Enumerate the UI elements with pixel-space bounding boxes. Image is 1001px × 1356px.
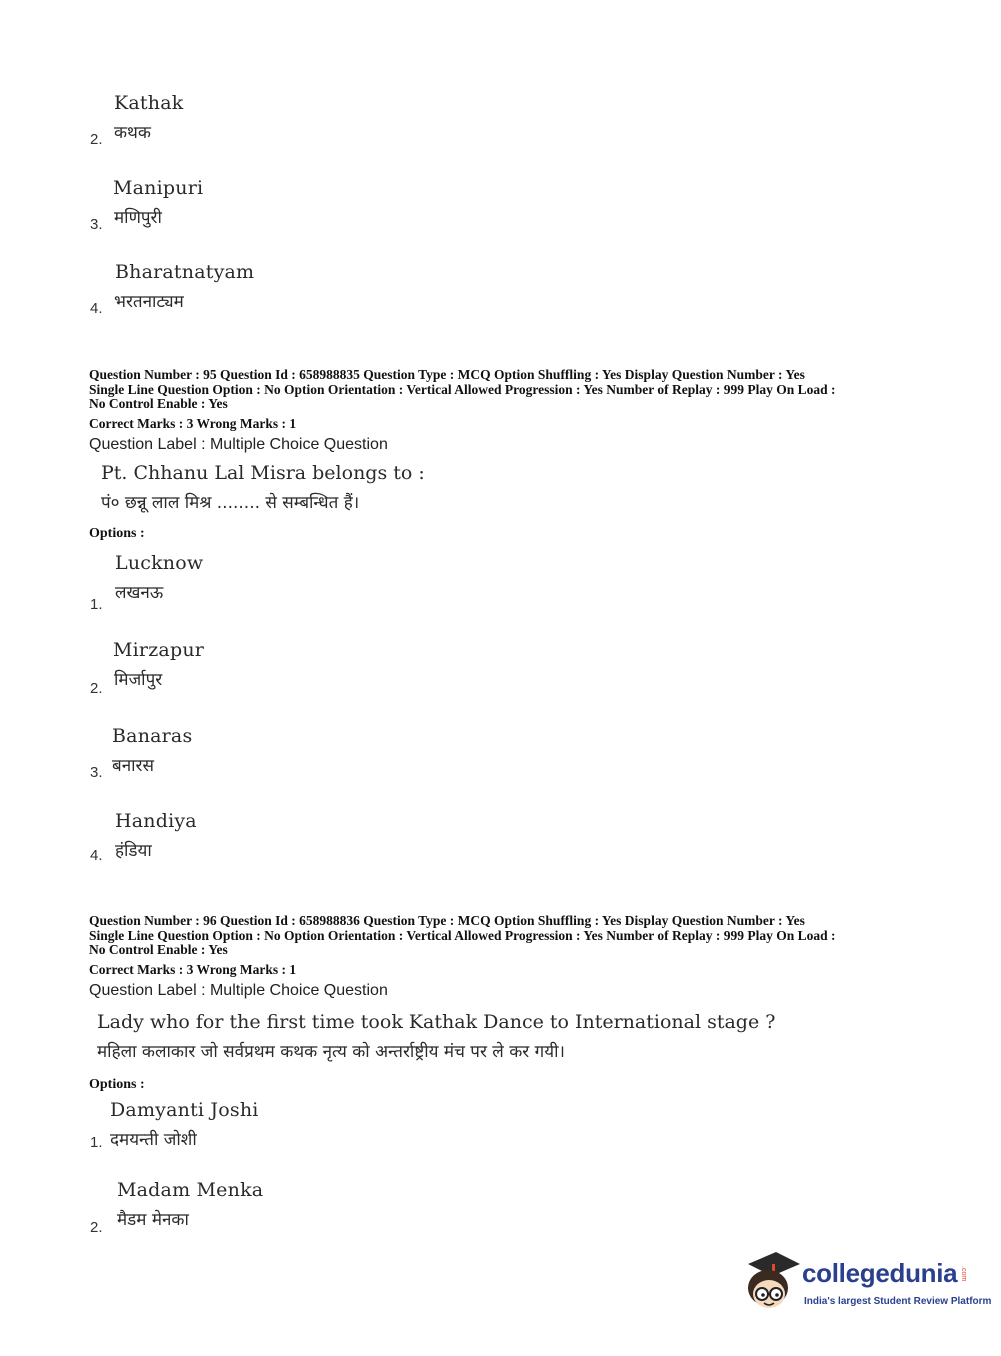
option-text-en: Madam Menka <box>117 1179 264 1201</box>
option-number: 3. <box>90 216 103 233</box>
meta-line-1: Question Number : 96 Question Id : 658988836 Question Type : MCQ Option Shuffling : Yes Display Question Number : Yes <box>89 913 805 928</box>
option-text-en: Kathak <box>114 92 184 114</box>
option-text-hi: बनारस <box>112 756 154 776</box>
logo-domain-suffix: .com <box>960 1266 967 1282</box>
option-number: 3. <box>90 764 103 781</box>
option-text-en: Damyanti Joshi <box>110 1099 259 1121</box>
option-text-hi: भरतनाट्यम <box>114 292 184 312</box>
option-number: 2. <box>90 1219 103 1236</box>
option-text-hi: हंडिया <box>115 841 152 861</box>
option-text-hi: लखनऊ <box>115 583 164 603</box>
option-text-hi: मणिपुरी <box>114 208 162 228</box>
option-text-en: Banaras <box>112 725 193 747</box>
option-text-hi: मिर्जापुर <box>114 670 163 690</box>
option-text-en: Handiya <box>115 810 197 832</box>
meta-line-3: No Control Enable : Yes <box>89 396 228 411</box>
marks-line: Correct Marks : 3 Wrong Marks : 1 <box>89 962 297 977</box>
question-meta <box>89 368 836 412</box>
marks-line: Correct Marks : 3 Wrong Marks : 1 <box>89 416 297 431</box>
option-number: 2. <box>90 680 103 697</box>
meta-line-1: Question Number : 95 Question Id : 658988835 Question Type : MCQ Option Shuffling : Yes Display Question Number : Yes <box>89 367 805 382</box>
option-text-hi: दमयन्ती जोशी <box>110 1130 197 1150</box>
option-number: 4. <box>90 847 103 864</box>
option-number: 2. <box>90 131 103 148</box>
option-text-en: Lucknow <box>115 552 204 574</box>
logo-tagline: India's largest Student Review Platform <box>804 1296 992 1307</box>
option-number: 4. <box>90 300 103 317</box>
option-text-hi: कथक <box>114 123 151 143</box>
question-text-hi: महिला कलाकार जो सर्वप्रथम कथक नृत्य को अन्तर्राष्ट्रीय मंच पर ले कर गयी। <box>97 1042 565 1062</box>
option-text-en: Bharatnatyam <box>115 261 255 283</box>
option-text-en: Mirzapur <box>113 639 205 661</box>
options-heading: Options : <box>89 1077 145 1092</box>
collegedunia-logo[interactable] <box>742 1250 992 1320</box>
option-number: 1. <box>90 1134 103 1151</box>
question-label: Question Label : Multiple Choice Question <box>89 982 388 999</box>
logo-wordmark: collegedunia <box>802 1258 958 1288</box>
option-number: 1. <box>90 596 103 613</box>
question-label: Question Label : Multiple Choice Question <box>89 436 388 453</box>
question-text-en: Pt. Chhanu Lal Misra belongs to : <box>101 462 425 484</box>
question-text-hi: पं० छन्नू लाल मिश्र ........ से सम्बन्धित हैं। <box>101 493 360 513</box>
meta-line-2: Single Line Question Option : No Option Orientation : Vertical Allowed Progression : Yes Number of Replay : 999 Play On Load : <box>89 927 836 943</box>
question-text-en: Lady who for the first time took Kathak Dance to International stage ? <box>97 1011 776 1033</box>
question-meta <box>89 914 836 958</box>
meta-line-3: No Control Enable : Yes <box>89 942 228 957</box>
mascot-icon <box>742 1250 804 1316</box>
options-heading: Options : <box>89 526 145 541</box>
meta-line-2: Single Line Question Option : No Option Orientation : Vertical Allowed Progression : Yes Number of Replay : 999 Play On Load : <box>89 381 836 397</box>
option-text-hi: मैडम मेनका <box>117 1210 189 1230</box>
option-text-en: Manipuri <box>113 177 204 199</box>
